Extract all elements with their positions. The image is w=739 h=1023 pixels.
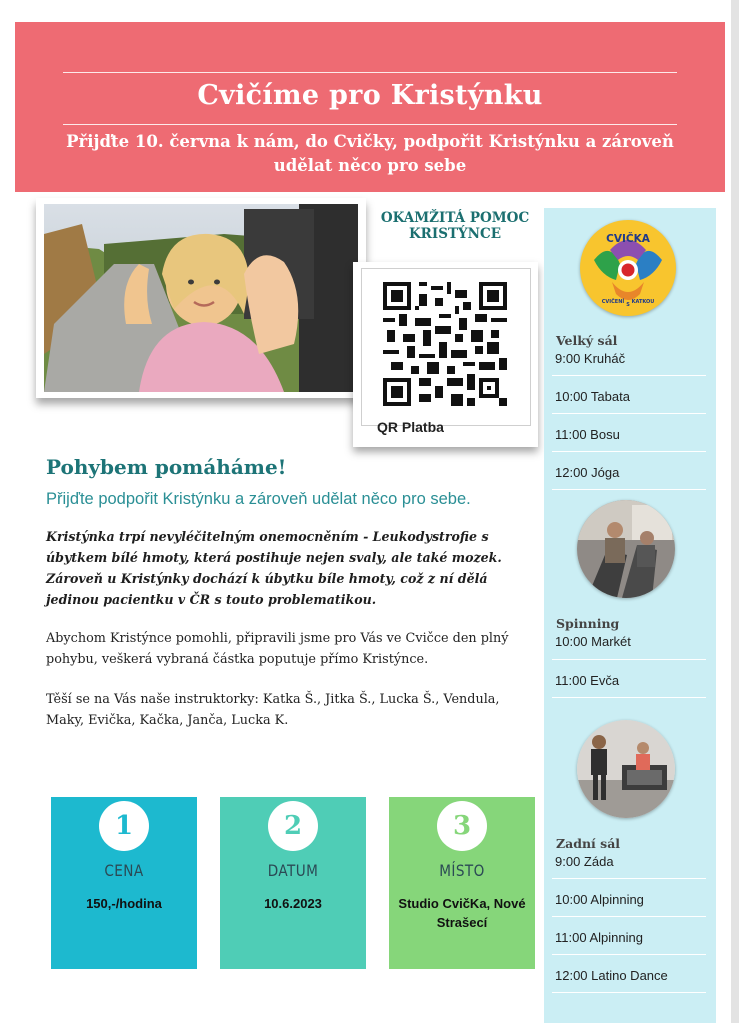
header-banner — [15, 22, 725, 192]
rear-hall-photo-image — [577, 720, 675, 818]
section-title-big-hall: Velký sál — [556, 333, 618, 348]
info-box-date — [220, 797, 366, 969]
banner-top-rule — [63, 72, 677, 73]
qr-payment-card[interactable] — [353, 262, 538, 447]
schedule-slot: 10:00 Tabata — [555, 389, 630, 404]
instructors-paragraph: Těší se na Vás naše instruktorky: Katka Š., Jitka Š., Lucka Š., Vendula, Maky, Evička, Kačka, Janča, Lucka K. — [46, 692, 500, 728]
page-edge — [731, 0, 739, 1023]
donation-paragraph: Abychom Kristýnce pomohli, připravili jsme pro Vás ve Cvičce den plný pohybu, veškerá vybraná částka poputuje přímo Kristýnce. — [46, 631, 509, 667]
spinning-photo — [577, 500, 675, 598]
poster-subtitle: Přijďte 10. června k nám, do Cvičky, podpořit Kristýnku a zároveň udělat něco pro sebe — [66, 132, 674, 175]
logo-text-bottom-mid: S — [626, 302, 630, 308]
spinning-photo-image — [577, 500, 675, 598]
slot-divider — [552, 451, 706, 452]
schedule-slot: 9:00 Záda — [555, 854, 614, 869]
main-lead: Přijďte podpořit Kristýnku a zároveň udělat něco pro sebe. — [46, 490, 471, 508]
banner-bottom-rule — [63, 124, 677, 125]
info-box-number: 1 — [99, 801, 149, 851]
photo-frame — [36, 198, 366, 398]
slot-divider — [552, 992, 706, 993]
slot-divider — [552, 413, 706, 414]
slot-divider — [552, 916, 706, 917]
urgent-help-title: OKAMŽITÁ POMOC KRISTÝNCE — [380, 210, 530, 242]
schedule-slot: 11:00 Alpinning — [555, 930, 643, 945]
schedule-slot: 9:00 Kruháč — [555, 351, 626, 366]
section-title-rear-hall: Zadní sál — [556, 836, 621, 851]
info-box-caption: DATUM — [267, 861, 319, 880]
slot-divider — [552, 697, 706, 698]
slot-divider — [552, 954, 706, 955]
story-paragraph: Kristýnka trpí nevyléčitelným onemocněním - Leukodystrofie s úbytkem bílé hmoty, která postihuje nejen svaly, ale také mozek. Zároveň u Kristýnky dochází k úbytku bíle hmoty, což z ní dělá jedinou pacientku v ČR s touto problematikou. — [46, 529, 502, 607]
slot-divider — [552, 878, 706, 879]
slot-divider — [552, 489, 706, 490]
slot-divider — [552, 659, 706, 660]
logo-text-bottom-left: CVIČENÍ — [601, 299, 625, 305]
qr-payment-label: QR Platba — [377, 419, 444, 435]
cvicka-logo — [580, 220, 676, 316]
info-box-caption: MÍSTO — [439, 861, 485, 880]
info-box-value: 10.6.2023 — [264, 896, 322, 911]
logo-text-top: CVIČKA — [606, 233, 650, 245]
qr-code[interactable] — [383, 282, 507, 406]
schedule-slot: 12:00 Jóga — [555, 465, 620, 480]
info-box-number: 2 — [268, 801, 318, 851]
schedule-slot: 11:00 Bosu — [555, 427, 620, 442]
schedule-slot: 10:00 Alpinning — [555, 892, 644, 907]
slot-divider — [552, 375, 706, 376]
info-box-value: Studio CvičKa, Nové Strašecí — [398, 896, 526, 930]
rear-hall-photo — [577, 720, 675, 818]
main-heading: Pohybem pomáháme! — [46, 455, 287, 479]
info-box-place — [389, 797, 535, 969]
section-title-spinning: Spinning — [556, 616, 620, 631]
poster-title: Cvičíme pro Kristýnku — [197, 80, 543, 111]
cvicka-logo-mark — [580, 220, 676, 316]
girl-photo — [44, 204, 358, 392]
schedule-slot: 11:00 Evča — [555, 673, 620, 688]
info-box-caption: CENA — [104, 861, 144, 880]
info-box-price — [51, 797, 197, 969]
info-box-value: 150,-/hodina — [86, 896, 162, 911]
logo-text-bottom-right: KATKOU — [631, 299, 655, 305]
info-box-number: 3 — [437, 801, 487, 851]
schedule-slot: 10:00 Markét — [555, 634, 631, 649]
schedule-slot: 12:00 Latino Dance — [555, 968, 668, 983]
schedule-sidebar — [544, 208, 716, 1023]
